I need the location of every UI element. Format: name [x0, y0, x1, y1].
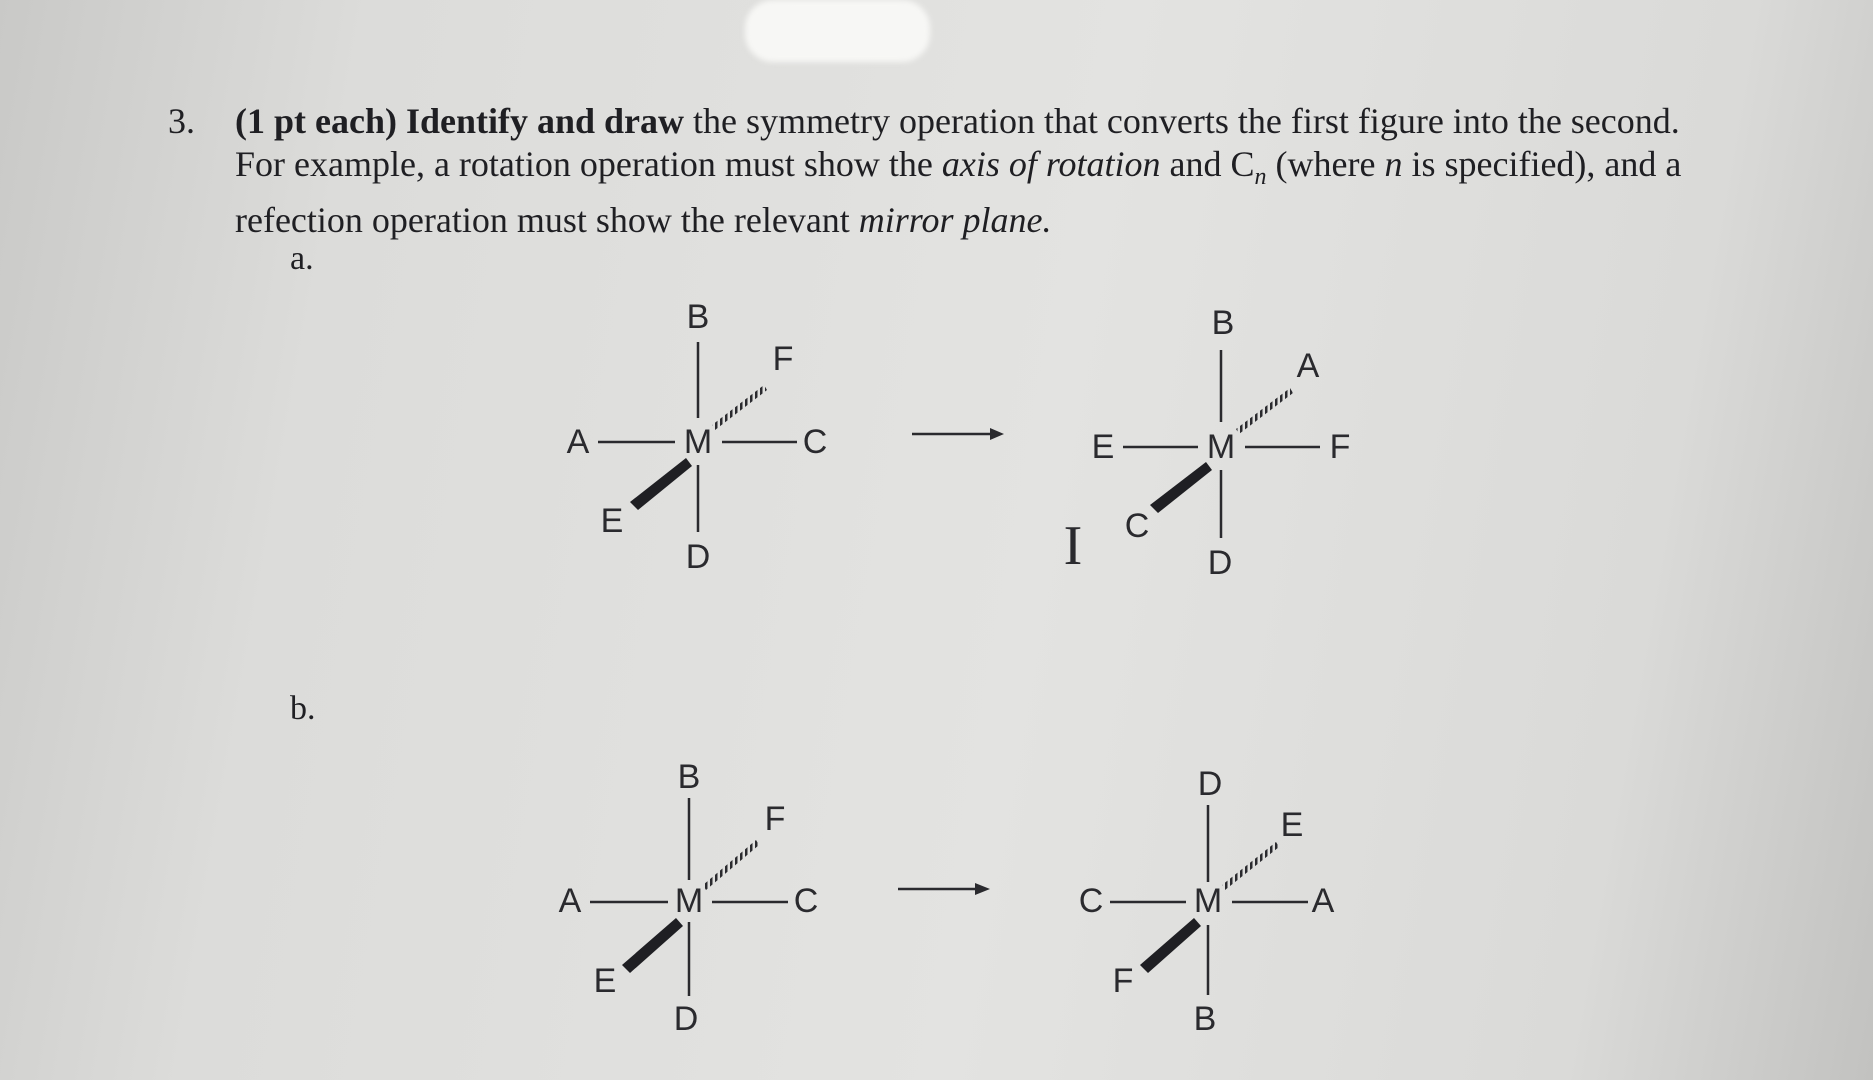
question-text-2: and C	[1160, 144, 1255, 184]
center-atom: M	[674, 882, 704, 920]
top-atom: B	[677, 758, 701, 796]
right-atom: A	[1311, 882, 1335, 920]
center-atom: M	[1193, 882, 1223, 920]
bottom-atom: D	[673, 1000, 699, 1038]
top-atom: B	[1211, 304, 1235, 342]
right-atom: C	[802, 423, 828, 461]
n-term: n	[1384, 144, 1403, 184]
handwritten-answer: I	[1063, 515, 1083, 577]
subscript-n: n	[1254, 164, 1267, 191]
left-atom: A	[558, 882, 582, 920]
center-atom: M	[1206, 428, 1236, 466]
part-a-first-molecule	[567, 298, 828, 576]
wedge-atom: E	[600, 502, 624, 540]
bottom-atom: D	[1207, 544, 1233, 582]
question-text-3: (where	[1266, 144, 1385, 184]
wedge-atom: F	[1112, 962, 1134, 1000]
question-number: 3.	[168, 101, 195, 141]
top-atom: B	[686, 298, 710, 336]
part-a-label: a.	[290, 240, 314, 277]
wedge-atom: C	[1124, 507, 1150, 545]
dash-atom: F	[764, 800, 786, 838]
part-b-label: b.	[290, 690, 316, 727]
question-text-4: is specified), and a refection operation must show the relevant	[235, 144, 1682, 241]
wedge-atom: E	[593, 962, 617, 1000]
axis-of-rotation-term: axis of rotation	[941, 144, 1161, 184]
question-instruction: Identify and draw	[405, 101, 685, 141]
dash-atom: E	[1280, 806, 1304, 844]
dash-atom: A	[1296, 347, 1320, 385]
bottom-atom: D	[685, 538, 711, 576]
part-a-arrow	[912, 428, 1004, 440]
part-a-second-molecule	[1092, 304, 1351, 582]
mirror-plane-term: mirror plane.	[858, 200, 1052, 241]
dash-atom: F	[772, 340, 794, 378]
left-atom: C	[1078, 882, 1104, 920]
question-text-1: the symmetry operation that converts the first figure into the second. For example, a rotation operation must show the	[235, 101, 1680, 184]
left-atom: A	[566, 423, 590, 461]
left-atom: E	[1091, 428, 1115, 466]
center-atom: M	[683, 423, 713, 461]
right-atom: F	[1329, 428, 1351, 466]
question-points: (1 pt each)	[235, 101, 397, 141]
part-b-second-molecule	[1079, 765, 1335, 1038]
part-b-arrow	[898, 883, 990, 895]
top-atom: D	[1197, 765, 1223, 803]
bottom-atom: B	[1193, 1000, 1217, 1038]
part-b-first-molecule	[559, 758, 819, 1038]
right-atom: C	[793, 882, 819, 920]
